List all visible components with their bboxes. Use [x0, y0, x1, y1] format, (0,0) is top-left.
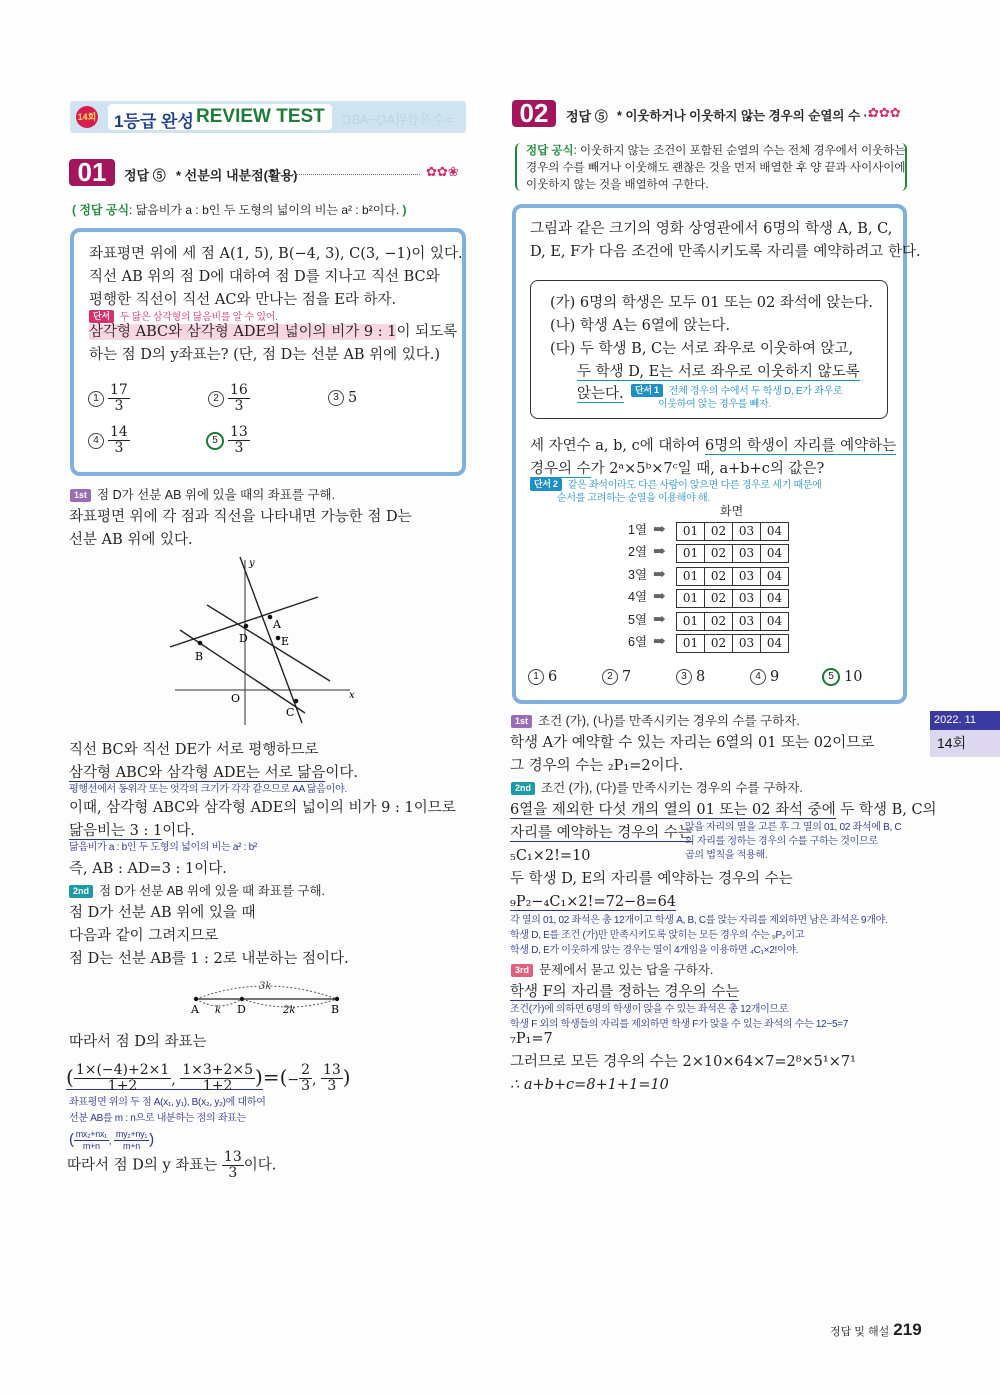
text: 세 자연수 a, b, c에 대하여	[530, 438, 705, 454]
note-line: 의 자리를 정하는 경우의 수를 구하는 것이므로	[685, 836, 878, 847]
denominator: m+n	[123, 1140, 140, 1151]
label-x: x	[349, 690, 355, 701]
step-tag: 1st	[511, 715, 532, 728]
numerator: 16	[230, 382, 248, 398]
choice-mark: 4	[750, 669, 766, 685]
row-label: 6열	[628, 635, 648, 649]
choice-mark-circled: 5	[822, 668, 840, 686]
condition-na: (나) 학생 A는 6열에 앉는다.	[550, 318, 731, 334]
choice-value: 5	[348, 390, 358, 406]
seat: 02	[705, 613, 733, 630]
banner-faded-text: =수직선위AQ−ABC	[342, 112, 453, 127]
q2-problem-line: D, E, F가 다음 조건에 만족시키도록 자리를 예약하려고 한다.	[530, 244, 921, 260]
row-label: 3열	[628, 567, 648, 582]
review-test-banner	[70, 101, 466, 133]
denominator: 3	[114, 440, 124, 456]
q1-problem-line: 평행한 직선이 직선 AC와 만나는 점을 E라 하자.	[89, 292, 397, 308]
seat: 01	[677, 613, 705, 630]
seat: 04	[766, 546, 783, 561]
seg-label-B: B	[331, 1003, 340, 1016]
condition-ga: (가) 6명의 학생은 모두 01 또는 02 좌석에 앉는다.	[550, 295, 874, 311]
solution-line: 선분 AB 위에 있다.	[69, 532, 193, 548]
step-tag: 2nd	[511, 782, 535, 795]
solution-line: 다음과 같이 그려지므로	[69, 928, 219, 944]
solution-line: 따라서 점 D의 좌표는	[69, 1034, 207, 1050]
arrow-right-icon: ➡	[653, 564, 666, 583]
denominator: 3	[234, 440, 244, 456]
note-area-ratio: 닮음비가 a : b인 두 도형의 넓이의 비는 a² : b²	[69, 842, 257, 853]
q1-step-1	[70, 486, 335, 504]
solution-line	[69, 764, 358, 782]
q1-answer: 정답 ⑤	[124, 168, 166, 183]
note-line: 곱의 법칙을 적용해.	[685, 850, 768, 861]
underlined-text: 자리를 예약하는 경우의 수는	[510, 825, 692, 841]
numerator: 2	[301, 1062, 311, 1078]
denominator: 3	[301, 1078, 311, 1094]
solution-line	[69, 822, 195, 840]
formula-line: 이웃하지 않는 것을 배열하여 구한다.	[526, 179, 709, 191]
choice-fraction	[228, 383, 250, 414]
solution-line: 그 경우의 수는 ₂P₁=2이다.	[510, 758, 684, 774]
hint-1	[631, 384, 842, 411]
q1-difficulty-stars: ✿✿❀	[426, 165, 459, 180]
formula-line: : 이웃하지 않는 조건이 포함된 순열의 수는 전체 경우에서 이웃하는	[573, 145, 906, 157]
seat-row	[676, 612, 789, 631]
label-E: E	[281, 635, 290, 648]
q1-formula-close: )	[399, 203, 407, 217]
seat: 04	[766, 591, 783, 606]
hint-text: 같은 좌석이라도 다른 사람이 앉으면 다른 경우로 세기 때문에	[567, 480, 822, 491]
underlined-text: ₉P₂−₄C₁×2!=72−8=64	[510, 894, 677, 910]
coordinate-formula: ( $\frac{1\times(-4)+2\times 1}{1+2}$ , $\frac{1\times 3+2\times 5}{1+2}$ )=(− $\frac{2}{3}$ , $\frac{13}{3}$ )	[66, 1062, 351, 1094]
seat: 01	[677, 635, 705, 652]
underlined-text: 앉는다.	[577, 386, 624, 402]
q1-dotted-leader	[292, 174, 420, 175]
denominator: 3	[327, 1078, 337, 1094]
choice-mark: 2	[602, 669, 618, 685]
q2-choice-4[interactable]	[750, 668, 779, 686]
solution-line: ₇P₁=7	[510, 1031, 553, 1047]
note-aa-similarity: 평행선에서 동위각 또는 엇각의 크기가 각각 같으므로 AA 닮음이야.	[69, 784, 347, 795]
step-tag: 3rd	[511, 964, 533, 977]
segment-diagram	[185, 975, 350, 1020]
denominator: 3	[114, 398, 124, 414]
choice-mark: 2	[208, 391, 224, 407]
seg-label-D: D	[237, 1003, 246, 1016]
note-line: 학생 D, E가 이웃하게 앉는 경우는 열이 4개임을 이용하면 ₄C₁×2!이야.	[510, 945, 799, 956]
arrow-right-icon: ➡	[653, 632, 666, 650]
note-seat-count	[510, 913, 888, 958]
seat: 02	[705, 568, 733, 585]
denominator: m+n	[82, 1140, 100, 1151]
q2-question	[530, 437, 896, 455]
solution-line: 점 D는 선분 AB를 1 : 2로 내분하는 점이다.	[69, 951, 349, 967]
hint-text: 순서를 고려하는 순열을 이용해야 해.	[557, 493, 710, 504]
numerator: mx₂+nx₁	[75, 1128, 107, 1139]
seg-label-3k: 3k	[259, 981, 272, 992]
footer-label: 정답 및 해설	[830, 1326, 890, 1338]
solution-line: ₅C₁×2!=10	[510, 848, 591, 864]
seg-point-D	[240, 997, 244, 1001]
seg-label-2k: 2k	[283, 1005, 296, 1016]
seat-row	[676, 589, 789, 608]
q1-formula-text: : 닮음비가 a : b인 두 도형의 넓이의 비는 a² : b²이다.	[129, 203, 400, 217]
numerator: 13	[322, 1062, 341, 1078]
label-B: B	[195, 650, 204, 663]
underlined-text: 두 학생 D, E는 서로 좌우로 이웃하지 않도록	[577, 364, 860, 380]
q1-hint	[89, 310, 278, 324]
step-text: 조건 (가), (다)를 만족시키는 경우의 수를 구하자.	[541, 781, 803, 795]
q1-step-2	[69, 882, 325, 900]
label-A: A	[273, 618, 281, 631]
seat: 04	[766, 636, 783, 650]
seat: 03	[733, 613, 761, 630]
seat: 01	[677, 523, 705, 540]
step-tag: 1st	[70, 489, 91, 502]
hint-tag: 단서	[89, 310, 114, 323]
q2-choice-3[interactable]	[676, 668, 705, 686]
q2-step-1	[511, 712, 800, 730]
q1-formula-label: 정답 공식	[79, 203, 130, 217]
seg-label-k: k	[215, 1005, 222, 1016]
hint-tag: 단서 1	[631, 384, 663, 397]
formula-line: 경우의 수를 빼거나 이웃해도 괜찮은 것을 먼저 배열한 후 양 끝과 사이사이에	[526, 162, 906, 174]
q2-final-answer: ∴ a+b+c=8+1+1=10	[510, 1077, 669, 1093]
condition-da-end	[577, 385, 624, 403]
underlined-text: 삼각형 ABC와 삼각형 ADE는 서로 닮음	[69, 765, 326, 781]
denominator: 3	[228, 1165, 238, 1181]
hint-2	[530, 478, 822, 505]
seat: 02	[705, 590, 733, 607]
side-tab[interactable]	[930, 711, 1000, 757]
condition-da: (다) 두 학생 B, C는 서로 좌우로 이웃하여 앉고,	[550, 341, 854, 357]
note-division-formula: ( $\frac{\text{mx₂+nx₁}}{m+n}$ , $\frac{\text{my₂+ny₁}}{m+n}$ )	[69, 1128, 154, 1151]
seat: 04	[766, 613, 783, 628]
step-text: 문제에서 묻고 있는 답을 구하자.	[539, 963, 714, 977]
underlined-text: 6열을 제외한 다섯 개의 열의 01 또는 02 좌석 중에	[510, 802, 836, 818]
denominator: 1+2	[202, 1078, 233, 1094]
q1-choice-5-correct[interactable]	[206, 425, 250, 456]
hint-text: 두 닮은 삼각형의 닮음비를 알 수 있어.	[119, 312, 278, 323]
point-D	[244, 624, 249, 629]
label-D: D	[239, 632, 248, 645]
seat: 03	[733, 635, 761, 652]
solution-line: 즉, AB : AD=3 : 1이다.	[69, 861, 227, 877]
numerator: 17	[110, 382, 128, 398]
q1-topic: * 선분의 내분점(활용)	[176, 168, 298, 183]
note-line: 학생 F 외의 학생들의 자리를 제외하면 학생 F가 앉을 수 있는 좌석의 수는 12−5=7	[510, 1019, 849, 1030]
seat: 03	[733, 590, 761, 607]
seat: 02	[705, 523, 733, 540]
label-y: y	[249, 558, 255, 569]
step-text: 조건 (가), (나)를 만족시키는 경우의 수를 구하자.	[538, 714, 800, 728]
line-AC	[240, 557, 302, 723]
frac-y	[180, 1063, 255, 1094]
q1-problem-line: 직선 AB 위의 점 D에 대하여 점 D를 지나고 직선 BC와	[89, 269, 440, 285]
underlined-text: 경우의 수	[530, 461, 591, 477]
underlined-text: 6명의 학생이 자리를 예약하는	[704, 438, 897, 454]
choice-fraction	[108, 425, 130, 456]
choice-mark-circled: 5	[206, 432, 224, 450]
q2-step-3	[511, 961, 713, 979]
seat-row	[676, 567, 789, 586]
arrow-right-icon: ➡	[653, 542, 666, 561]
banner-title: REVIEW TEST	[196, 106, 325, 127]
side-tab-date: 2022. 11	[930, 711, 1000, 730]
underlined-text: 닮음비는 3 : 1	[69, 823, 163, 839]
condition-da-cont	[577, 363, 860, 381]
page-number: 219	[893, 1320, 922, 1339]
q2-formula-label: 정답 공식	[526, 145, 574, 157]
q2-question	[530, 460, 824, 478]
q1-problem-line	[89, 323, 457, 341]
choice-mark: 1	[88, 391, 104, 407]
q2-topic: * 이웃하거나 이웃하지 않는 경우의 순열의 수 ··	[617, 109, 872, 123]
text: 따라서 점 D의 y 좌표는	[67, 1157, 218, 1174]
note-line: 조건(가)에 의하면 6명의 학생이 앉을 수 있는 좌석은 총 12개이므로	[510, 1004, 789, 1015]
banner-title-prefix: 1등급 완성	[114, 112, 194, 131]
q2-formula	[526, 143, 906, 194]
q1-problem-line: 좌표평면 위에 세 점 A(1, 5), B(−4, 3), C(3, −1)이 있다.	[89, 246, 463, 262]
solution-line	[510, 824, 692, 842]
condition-tail: 이 되도록	[396, 324, 458, 340]
text: 이다.	[162, 823, 195, 839]
point-C	[294, 699, 299, 704]
seat-row	[676, 634, 789, 653]
q2-step-2	[511, 779, 803, 797]
q2-choice-1[interactable]	[528, 668, 557, 686]
q1-choice-2[interactable]	[208, 383, 250, 414]
note-student-f	[510, 1002, 848, 1032]
footer	[830, 1321, 922, 1341]
q1-choice-4[interactable]	[88, 425, 130, 456]
label-O: O	[231, 692, 241, 705]
choice-mark: 4	[88, 433, 104, 449]
row-label: 5열	[628, 612, 648, 627]
choice-mark: 3	[676, 669, 692, 685]
q2-answer: 정답 ⑤	[566, 109, 608, 124]
question-number-01: 01	[69, 159, 115, 186]
seg-point-A	[194, 997, 198, 1001]
seat: 01	[677, 568, 705, 585]
seat: 04	[766, 568, 783, 583]
screen-label: 화면	[720, 504, 744, 518]
coordinate-graph	[165, 555, 365, 730]
point-A	[268, 615, 273, 620]
step-tag: 2nd	[69, 885, 93, 898]
seat: 04	[766, 524, 783, 538]
hint-text: 전체 경우의 수에서 두 학생 D, E가 좌우로	[668, 386, 843, 397]
numerator: 13	[230, 424, 248, 440]
q2-difficulty-stars: ✿✿✿	[868, 106, 901, 121]
seg-point-B	[335, 997, 339, 1001]
q2-choice-2[interactable]	[602, 668, 631, 686]
underlined-text: 학생 F의 자리를 정하는 경우의 수는	[510, 984, 740, 1000]
choice-value: 8	[696, 669, 706, 685]
row-label: 2열	[628, 545, 648, 560]
arrow-right-icon: ➡	[653, 520, 666, 538]
seat-row	[676, 522, 789, 541]
choice-value: 10	[844, 669, 863, 685]
text: 두 학생 B, C의	[835, 802, 937, 818]
q2-problem-line: 그림과 같은 크기의 영화 상영관에서 6명의 학생 A, B, C,	[530, 221, 893, 237]
round-badge: 14회	[76, 106, 98, 128]
seat-row	[676, 544, 789, 563]
denominator: 3	[234, 398, 244, 414]
choice-value: 9	[770, 669, 780, 685]
solution-line: 두 학생 D, E의 자리를 예약하는 경우의 수는	[510, 871, 793, 887]
q1-problem-line: 하는 점 D의 y좌표는? (단, 점 D는 선분 AB 위에 있다.)	[89, 347, 441, 363]
seat: 02	[705, 635, 733, 652]
numerator: 14	[110, 424, 128, 440]
hint-text: 이웃하여 앉는 경우를 빼자.	[658, 399, 771, 410]
solution-line: 그러므로 모든 경우의 수는 2×10×64×7=2⁸×5¹×7¹	[510, 1054, 856, 1070]
question-number-02: 02	[512, 100, 556, 127]
solution-line: 좌표평면 위에 각 점과 직선을 나타내면 가능한 점 D는	[69, 509, 412, 525]
step-text: 점 D가 선분 AB 위에 있을 때 좌표를 구해.	[99, 884, 326, 898]
solution-line	[510, 801, 937, 819]
hint-tag: 단서 2	[530, 478, 562, 491]
banner-title-box	[108, 104, 332, 130]
result-y	[321, 1063, 343, 1094]
note-internal-division: 선분 AB를 m : n으로 내분하는 점의 좌표는	[69, 1113, 246, 1124]
step-text: 점 D가 선분 AB 위에 있을 때의 좌표를 구해.	[97, 488, 336, 502]
note-line: 각 열의 01, 02 좌석은 총 12개이고 학생 A, B, C를 앉는 자리를 제외하면 남은 좌석은 9개야.	[510, 915, 888, 926]
numerator: 13	[223, 1149, 242, 1165]
row-label: 4열	[628, 590, 648, 605]
numerator: 1×(−4)+2×1	[75, 1062, 170, 1078]
q2-choice-5-correct[interactable]	[822, 668, 862, 686]
choice-mark: 3	[328, 390, 344, 406]
seat: 03	[733, 523, 761, 540]
q1-formula-open: (	[72, 203, 80, 217]
q1-choice-3[interactable]	[328, 389, 357, 407]
row-label: 1열	[628, 523, 648, 537]
highlighted-condition: 삼각형 ABC와 삼각형 ADE의 넓이의 비가 9 : 1	[89, 324, 397, 340]
text: 가 2ᵃ×5ᵇ×7ᶜ일 때, a+b+c의 값은?	[590, 461, 825, 477]
solution-line	[510, 893, 676, 911]
q1-formula	[72, 201, 407, 219]
arrow-right-icon: ➡	[653, 609, 666, 628]
note-line: 앉을 자리의 열을 고른 후 그 열의 01, 02 좌석에 B, C	[685, 822, 902, 833]
point-B	[198, 641, 203, 646]
point-E	[276, 636, 281, 641]
choice-fraction	[228, 425, 250, 456]
q1-final-answer	[67, 1150, 276, 1181]
final-fraction	[222, 1150, 244, 1181]
solution-line: 학생 A가 예약할 수 있는 자리는 6열의 01 또는 02이므로	[510, 735, 875, 751]
solution-line: 이때, 삼각형 ABC와 삼각형 ADE의 넓이의 비가 9 : 1이므로	[69, 800, 456, 816]
q1-choice-1[interactable]	[88, 383, 130, 414]
seat: 03	[733, 545, 761, 562]
side-tab-round: 14회	[930, 730, 1000, 757]
denominator: 1+2	[107, 1078, 138, 1094]
text: 이다.	[325, 765, 358, 781]
seat: 03	[733, 568, 761, 585]
arrow-right-icon: ➡	[653, 587, 666, 606]
choice-fraction	[108, 383, 130, 414]
note-line: 학생 D, E를 조건 (가)만 만족시키도록 앉히는 모든 경우의 수는 ₉P₂이고	[510, 930, 805, 941]
numerator: my₂+ny₁	[115, 1128, 148, 1139]
note-internal-division: 좌표평면 위의 두 점 A(x₁, y₁), B(x₂, y₂)에 대하여	[69, 1097, 266, 1108]
choice-value: 7	[622, 669, 632, 685]
numerator: 1×3+2×5	[182, 1062, 254, 1078]
text: 이다.	[243, 1157, 277, 1174]
choice-mark: 1	[528, 669, 544, 685]
note-multiplication-rule	[685, 821, 901, 863]
frac-x	[74, 1063, 171, 1094]
seat: 01	[677, 545, 705, 562]
label-C: C	[286, 706, 295, 719]
result-x	[299, 1063, 312, 1094]
solution-line: 점 D가 선분 AB 위에 있을 때	[69, 905, 256, 921]
solution-line	[510, 983, 739, 1001]
solution-line: 직선 BC와 직선 DE가 서로 평행하므로	[69, 742, 319, 758]
seat: 01	[677, 590, 705, 607]
seg-label-A: A	[191, 1003, 199, 1016]
choice-value: 6	[548, 669, 558, 685]
seat: 02	[705, 545, 733, 562]
